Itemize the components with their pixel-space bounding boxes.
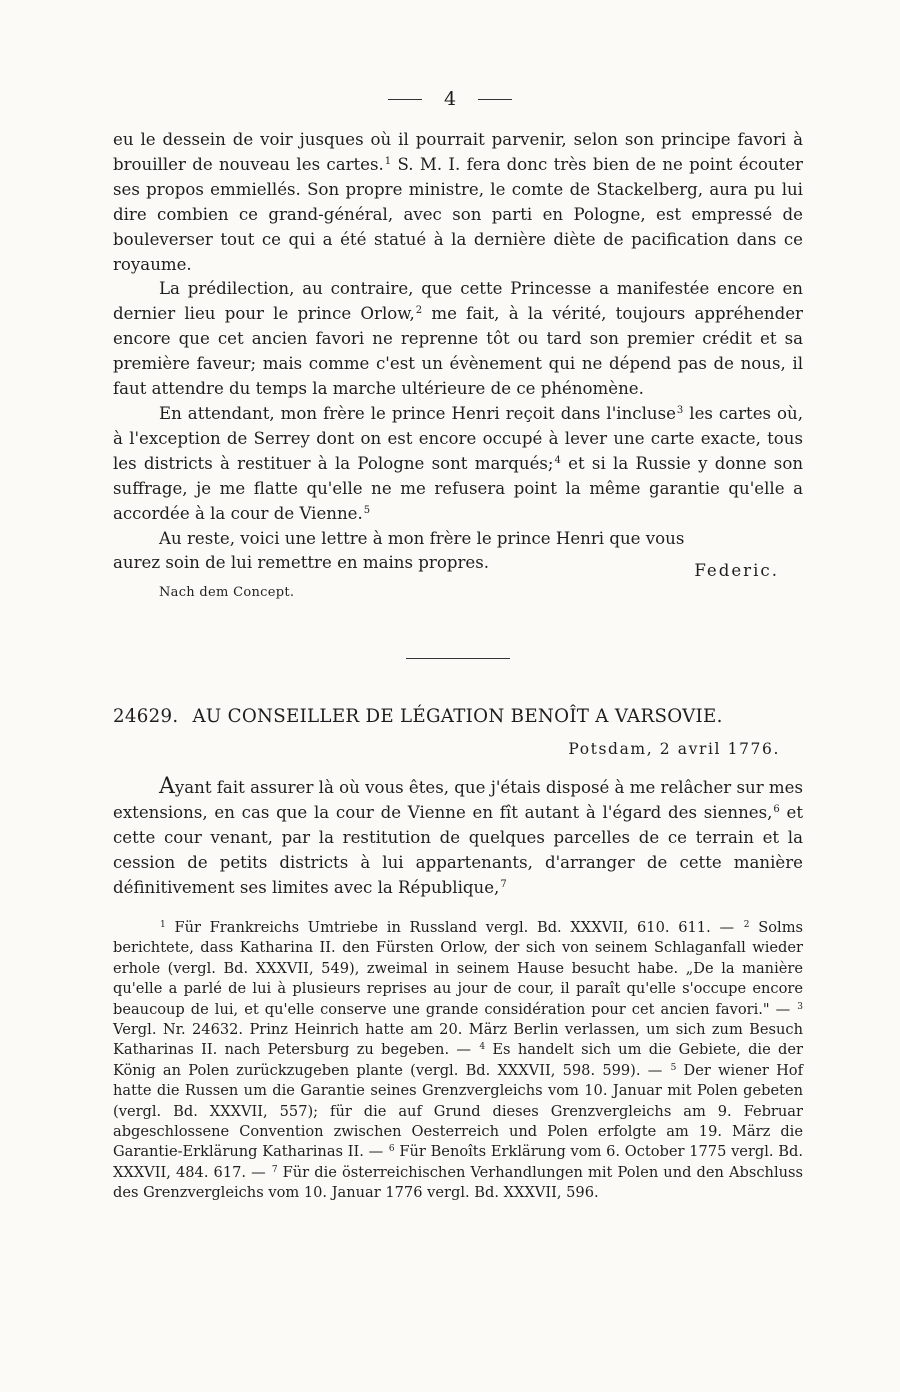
signature: Federic. [694,561,779,581]
source-note: Nach dem Concept. [159,585,295,601]
footnote-number: 2 [743,920,750,930]
footnotes [113,918,803,1204]
letter-number: 24629. [113,706,179,727]
text: et cette cour venant, par la restitution de quelques parcelles de ce terrain et la cession de petits districts à lui appartenants, d'arranger de cette manière définitivement ses limites avec la République, [113,802,804,897]
paragraph-1 [113,128,803,277]
letter-body [113,775,803,901]
paragraph-2 [113,277,803,402]
text: Au reste, voici une lettre à mon frère le prince Henri que vous [159,528,685,548]
text: eu le dessein de voir jusques où il pourrait parvenir, selon son principe favori à brouiller de nouveau les cartes. [113,130,803,174]
initial-letter: A [159,774,175,799]
footnote-ref-7: 7 [500,878,507,890]
page-number-value: 4 [443,88,457,110]
footnote-7: Für die österreichischen Verhandlungen mit Polen und den Abschluss des Grenzvergleichs vom 10. Januar 1776 vergl. Bd. XXXVII, 596. [113,1163,803,1202]
letter-addressee: AU CONSEILLER DE LÉGATION BENOÎT A VARSOVIE. [192,706,723,727]
footnote-number: 4 [479,1042,486,1053]
footnote-ref-3: 3 [676,404,684,416]
text: me fait, à la vérité, toujours appréhender encore que cet ancien favori ne reprenne tôt ou tard son premier crédit et sa première faveur; mais comme c'est un évènement qui ne dépend pas de nous, il faut attendre du temps la marche ultérieure de ce phénomène. [113,304,803,399]
closing-row [113,551,803,579]
letter-body-continued [113,128,803,606]
text: La prédilection, au contraire, que cette Princesse a manifestée encore en dernier lieu pour le prince Orlow, [113,279,803,324]
page-number [0,88,900,110]
text: En attendant, mon frère le prince Henri reçoit dans l'incluse [159,403,676,423]
section-divider [406,658,510,659]
footnote-ref-4: 4 [554,454,561,466]
letter-dateline: Potsdam, 2 avril 1776. [568,740,780,758]
paragraph-4-last-line: aurez soin de lui remettre en mains propres. [113,553,489,573]
footnote-number: 6 [388,1144,395,1155]
footnote-number: 3 [797,1001,804,1012]
letter-paragraph [113,775,803,901]
text: S. M. I. fera donc très bien de ne point écouter ses propos emmiellés. Son propre ministre, le comte de Stackelberg, aura pu lui dire combien ce grand-général, avec son parti en Pologne, est empressé de bouleverser tout ce qui a été statué à la dernière diète de pacification dans ce royaume. [113,154,803,274]
footnote-ref-6: 6 [773,803,780,815]
text: et si la Russie y donne son suffrage, je me flatte qu'elle ne me refusera point la même garantie qu'elle a accordée à la cour de Vienne. [113,453,804,523]
text: yant fait assurer là où vous êtes, que j'étais disposé à me relâcher sur mes extensions, en cas que la cour de Vienne en fît autant à l'égard des siennes, [113,778,803,822]
paragraph-3 [113,402,803,527]
footnote-number: 7 [271,1164,278,1175]
footnote-6: Für Benoîts Erklärung vom 6. October 1775 vergl. Bd. XXXVII, 484. 617. — [113,1143,803,1181]
footnote-4: Es handelt sich um die Gebiete, die der König an Polen zurückzugeben plante (vergl. Bd. XXXVII, 598. 599). — [113,1041,803,1079]
footnote-number: 1 [160,920,166,930]
footnote-ref-2: 2 [415,305,423,317]
footnote-ref-5: 5 [363,504,371,516]
text: les cartes où, à l'exception de Serrey dont on est encore occupé à lever une carte exacte, tous les districts à restituer à la Pologne sont marqués; [113,403,803,473]
footnotes-block [113,918,803,1204]
footnote-3: Vergl. Nr. 24632. Prinz Heinrich hatte am 20. März Berlin verlassen, um sich zum Besuch Katharinas II. nach Petersburg zu begeben. — [113,1021,803,1059]
page-number-rule-left [388,99,422,100]
footnote-2: Solms berichtete, dass Katharina II. den Fürsten Orlow, der sich von seinem Schlaganfall wieder erhole (vergl. Bd. XXXVII, 549), zweimal in seinem Hause besucht habe. „De la manière qu'elle a parlé de lui à plusieurs reprises au jour de cour, il paraît qu'elle s'occupe encore beaucoup de lui, et qu'elle conserve une grande considération pour cet ancien favori." — [113,919,804,1018]
footnote-5: Der wiener Hof hatte die Russen um die Garantie seines Grenzvergleichs vom 10. Januar mit Polen gebeten (vergl. Bd. XXXVII, 557); für die auf Grund dieses Grenzvergleichs am 9. Februar abgeschlossene Convention zwischen Oesterreich und Polen erfolgte am 19. März die Garantie-Erklärung Katharinas II. — [113,1061,803,1161]
footnote-number: 5 [670,1062,677,1073]
page-number-rule-right [478,99,512,100]
paragraph-4 [113,527,803,552]
footnote-1: Für Frankreichs Umtriebe in Russland vergl. Bd. XXXVII, 610. 611. — [165,919,735,936]
letter-heading [113,706,803,727]
footnote-ref-1: 1 [384,155,392,167]
